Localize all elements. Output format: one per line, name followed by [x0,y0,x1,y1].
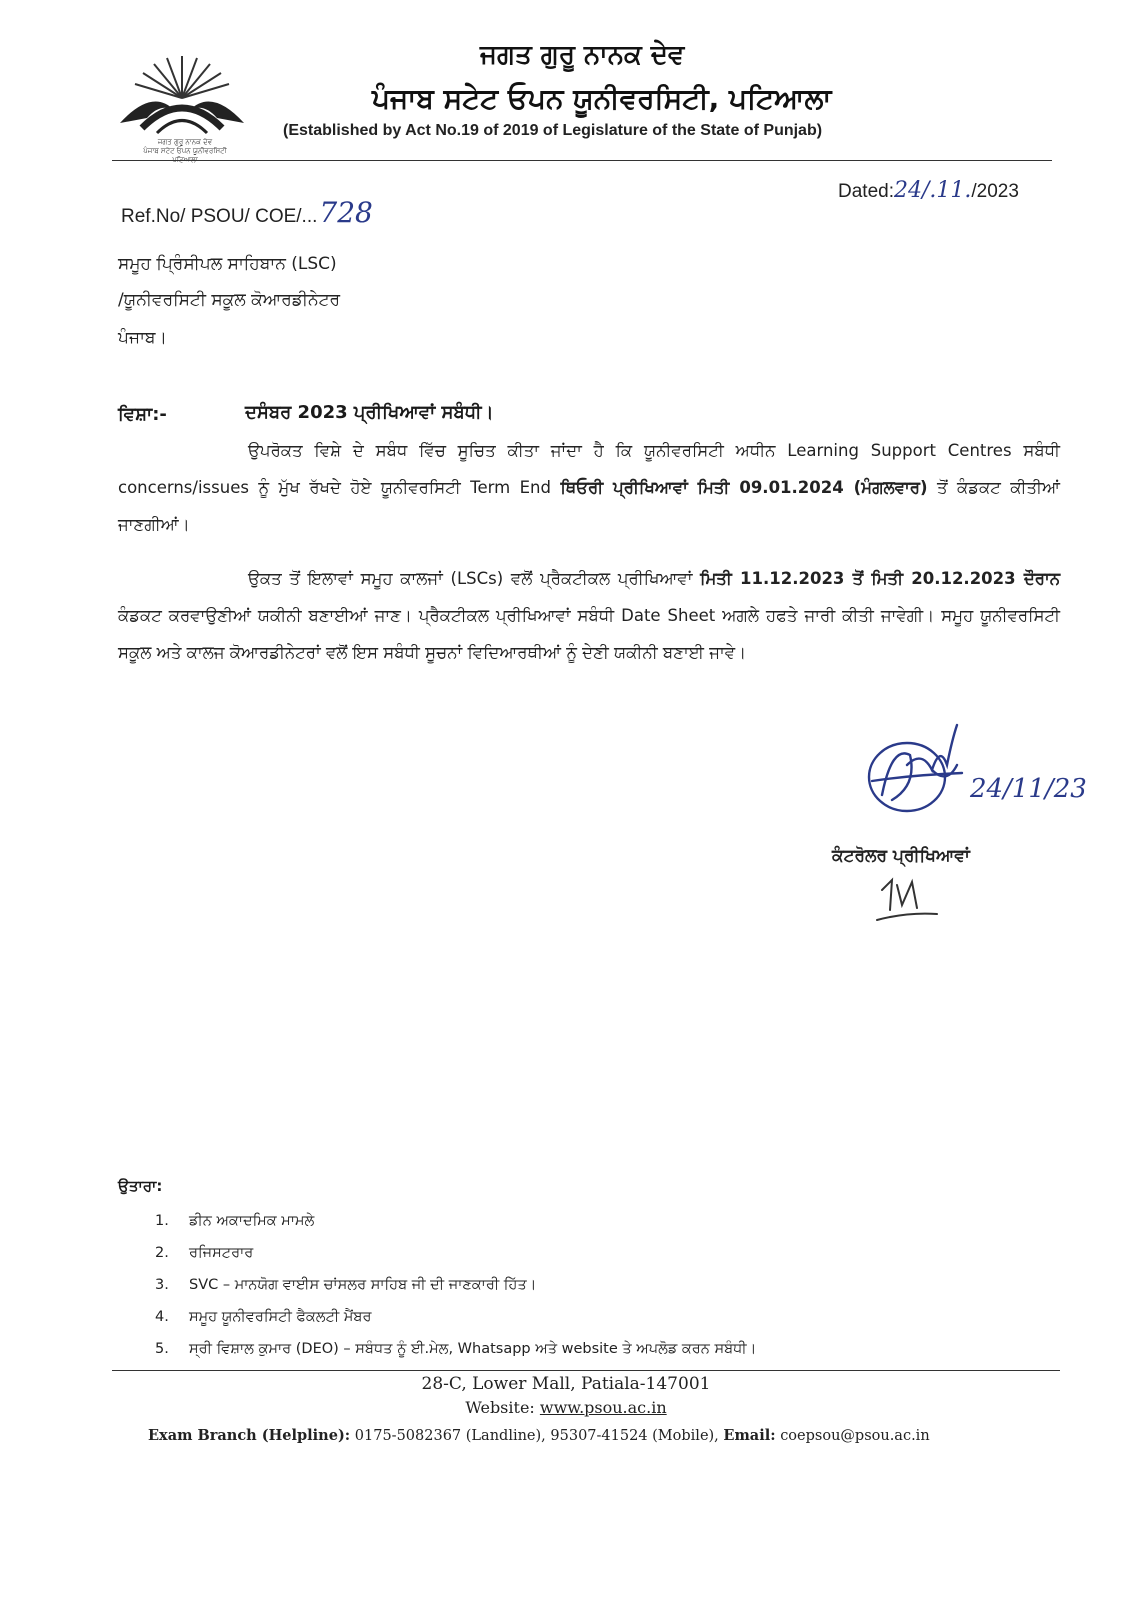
email-label: Email: [723,1427,776,1444]
list-item: 2. ਰਜਿਸਟਰਾਰ [155,1245,254,1261]
addressee-line1: ਸਮੂਹ ਪ੍ਰਿੰਸੀਪਲ ਸਾਹਿਬਾਨ (LSC) [118,254,337,274]
logo-caption-line3: ਪਟਿਆਲਾ [172,156,198,164]
footer-address: 28-C, Lower Mall, Patiala-147001 [421,1374,711,1394]
list-item: 1. ਡੀਨ ਅਕਾਦਮਿਕ ਮਾਮਲੇ [155,1213,315,1229]
helpline-label: Exam Branch (Helpline): [148,1427,351,1444]
subject-text: ਦਸੰਬਰ 2023 ਪ੍ਰੀਖਿਆਵਾਂ ਸਬੰਧੀ। [245,402,494,423]
footer-divider [112,1370,1060,1371]
date-handwritten: 24/.11. [893,178,972,203]
list-item: 5. ਸ੍ਰੀ ਵਿਸ਼ਾਲ ਕੁਮਾਰ (DEO) – ਸਬੰਧਤ ਨੂੰ ਈ.ਮੇਲ, Whatsapp ਅਤੇ website ਤੇ ਅਪਲੋਡ ਕਰਨ ਸਬੰਧੀ। [155,1341,757,1357]
website-link[interactable]: www.psou.ac.in [539,1398,667,1417]
reference-number-handwritten: 728 [319,196,373,229]
helpline-phones: 0175-5082367 (Landline), 95307-41524 (Mobile), [354,1428,719,1444]
copy-to-list [155,1205,756,1365]
reference-prefix: Ref.No/ PSOU/ COE/... [121,206,318,227]
header-title-line1: ਜਗਤ ਗੁਰੂ ਨਾਨਕ ਦੇਵ [480,40,685,70]
letter-date [838,178,1019,203]
copy-to-label: ਉਤਾਰਾ: [118,1177,163,1195]
addressee-line2: /ਯੂਨੀਵਰਸਿਟੀ ਸਕੂਲ ਕੋਆਰਡੀਨੇਟਰ [118,290,341,310]
signatory-title: ਕੰਟਰੋਲਰ ਪ੍ਰੀਖਿਆਵਾਂ [832,846,970,866]
date-year: /2023 [971,181,1019,202]
logo-caption-line1: ਜਗਤ ਗੁਰੂ ਨਾਨਕ ਦੇਵ [157,138,213,146]
date-prefix: Dated: [838,181,894,202]
footer-helpline [148,1427,930,1444]
list-item: 3. SVC – ਮਾਨਯੋਗ ਵਾਈਸ ਚਾਂਸਲਰ ਸਾਹਿਬ ਜੀ ਦੀ ਜਾਣਕਾਰੀ ਹਿੱਤ। [155,1277,537,1293]
header-divider [112,160,1052,161]
header-title-line2: ਪੰਜਾਬ ਸਟੇਟ ਓਪਨ ਯੂਨੀਵਰਸਿਟੀ, ਪਟਿਆਲਾ [372,82,832,115]
list-item: 4. ਸਮੂਹ ਯੂਨੀਵਰਸਿਟੀ ਫੈਕਲਟੀ ਮੈਂਬਰ [155,1309,372,1325]
signature-date: 24/11/23 [970,774,1087,804]
body-paragraph-2: ਉਕਤ ਤੋਂ ਇਲਾਵਾਂ ਸਮੂਹ ਕਾਲਜਾਂ (LSCs) ਵਲੋਂ ਪ੍ਰੈਕਟੀਕਲ ਪ੍ਰੀਖਿਆਵਾਂ ਮਿਤੀ 11.12.2023 ਤੋਂ ਮਿਤੀ 20.12.2023 ਦੌਰਾਨ ਕੰਡਕਟ ਕਰਵਾਉਣੀਆਂ ਯਕੀਨੀ ਬਣਾਈਆਂ ਜਾਣ। ਪ੍ਰੈਕਟੀਕਲ ਪ੍ਰੀਖਿਆਵਾਂ ਸਬੰਧੀ Date Sheet ਅਗਲੇ ਹਫਤੇ ਜਾਰੀ ਕੀਤੀ ਜਾਵੇਗੀ। ਸਮੂਹ ਯੂਨੀਵਰਸਿਟੀ ਸਕੂਲ ਅਤੇ ਕਾਲਜ ਕੋਆਰਡੀਨੇਟਰਾਂ ਵਲੋਂ ਇਸ ਸਬੰਧੀ ਸੂਚਨਾਂ ਵਿਦਿਆਰਥੀਆਂ ਨੂੰ ਦੇਣੀ ਯਕੀਨੀ ਬਣਾਈ ਜਾਵੇ। [118,569,1061,662]
subject-label: ਵਿਸ਼ਾ:- [118,404,167,425]
addressee-line3: ਪੰਜਾਬ। [118,328,167,348]
body-paragraph-1: ਉਪਰੋਕਤ ਵਿਸ਼ੇ ਦੇ ਸਬੰਧ ਵਿੱਚ ਸੂਚਿਤ ਕੀਤਾ ਜਾਂਦਾ ਹੈ ਕਿ ਯੂਨੀਵਰਸਿਟੀ ਅਧੀਨ Learning Support Centres ਸਬੰਧੀ concerns/issues ਨੂੰ ਮੁੱਖ ਰੱਖਦੇ ਹੋਏ ਯੂਨੀਵਰਸਿਟੀ Term End ਥਿਓਰੀ ਪ੍ਰੀਖਿਆਵਾਂ ਮਿਤੀ 09.01.2024 (ਮੰਗਲਵਾਰ) ਤੋਂ ਕੰਡਕਟ ਕੀਤੀਆਂ ਜਾਣਗੀਆਂ। [118,441,1060,534]
website-label: Website: [465,1398,540,1417]
reference-number [121,196,373,229]
footer-website [0,1398,1132,1417]
controller-signature-icon [862,725,1087,835]
email-link[interactable]: coepsou@psou.ac.in [780,1428,930,1444]
logo-caption-line2: ਪੰਜਾਬ ਸਟੇਟ ਓਪਨ ਯੂਨੀਵਰਸਿਟੀ [143,147,227,155]
initials-icon [872,870,942,925]
header-establishment-note: (Established by Act No.19 of 2019 of Legislature of the State of Punjab) [283,122,823,139]
